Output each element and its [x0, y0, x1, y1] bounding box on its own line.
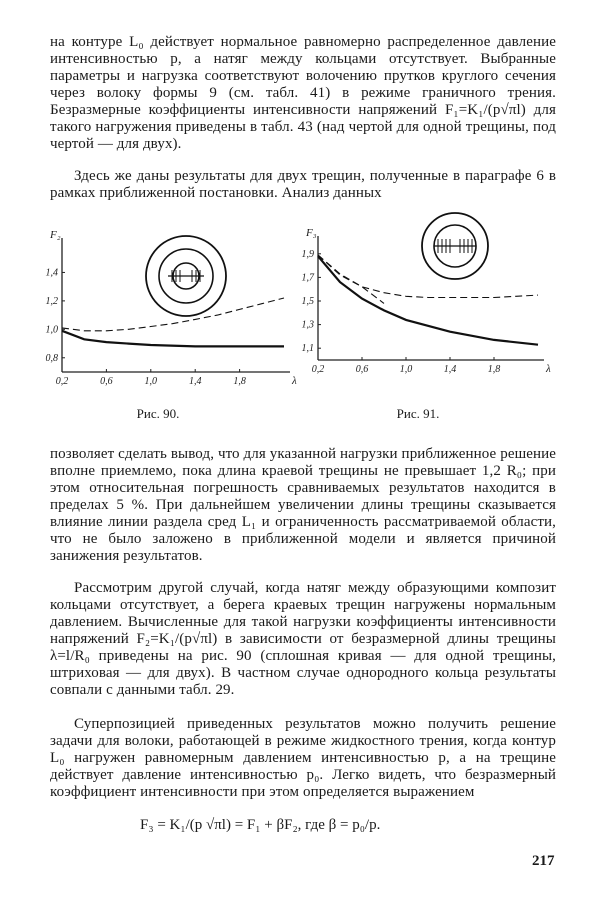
fig90-ytick-label: 0,8 [45, 352, 58, 364]
fig91-series-dashed-2 [318, 255, 384, 303]
fig91-ytick-label: 1,3 [301, 319, 314, 331]
paragraph-3-text: позволяет сделать вывод, что для указанной нагрузки приближенное решение вполне приемлемо, пока длина краевой трещины не превышает 1,2 R₀; при этом относительная погрешность сравниваемых результатов находится в пределах 5 %. При дальнейшем увеличении длины трещины сказывается влияние линии раздела сред L₁ и ограниченность рассматриваемой области, что не было заложено в приближенной модели и является причиной занижения результатов. [50, 446, 556, 564]
fig91-ytick-label: 1,1 [301, 343, 314, 355]
paragraph-5-text: Суперпозицией приведенных результатов можно получить решение задачи для волоки, работающей в режиме жидкостного трения, когда контур L₀ нагружен равномерным давлением интенсивностью p, а на трещине действует давление интенсивностью p₀. Легко видеть, что безразмерный коэффициент интенсивности при этом определяется выражением [50, 716, 556, 800]
fig90-ytick-label: 1,4 [45, 267, 58, 279]
paragraph-4 [50, 580, 556, 699]
fig91-xtick-label: 1,8 [487, 364, 501, 375]
fig90-xtick-label: 1,0 [144, 376, 158, 387]
fig90-ring-diagram [146, 236, 226, 316]
paragraph-4-text: Рассмотрим другой случай, когда натяг между образующими композит кольцами отсутствует, а берега краевых трещин нагружены нормальным давлением. Вычисленные для такой нагрузки коэффициенты интенсивности напряжений F₂=K₁/(p√πl) в зависимости от безразмерной длины трещины λ=l/R₀ приведены на рис. 90 (сплошная кривая — для одной трещины, штриховая — для двух). В частном случае однородного кольца результаты совпали с данными табл. 29. [50, 580, 556, 698]
fig90-xtick-label: 0,2 [55, 376, 69, 387]
page-number: 217 [532, 853, 555, 869]
fig91-xlabel: λ [546, 363, 551, 375]
paragraph-1 [50, 34, 556, 153]
figure-90-chart [45, 226, 300, 404]
fig91-ytick-label: 1,7 [301, 272, 314, 284]
fig90-xtick-label: 1,8 [233, 376, 246, 387]
fig90-xlabel: λ [292, 375, 297, 387]
fig91-xtick-label: 0,6 [355, 364, 369, 375]
fig90-xtick-label: 1,4 [188, 376, 202, 387]
fig91-ytick-label: 1,9 [301, 248, 314, 260]
figure-91-chart [300, 224, 552, 404]
paragraph-5 [50, 716, 556, 801]
paragraph-1-text: на контуре L₀ действует нормальное равномерно распределенное давление интенсивностью p, а натяг между кольцами отсутствует. Выбранные параметры и нагрузка соответствуют волочению прутков круглого сечения через волоку формы 9 (см. табл. 41) в режиме граничного трения. Безразмерные коэффициенты интенсивности напряжений F₁=K₁/(p√πl) для такого нагружения приведены в табл. 43 (над чертой для одной трещины, под чертой — для двух). [50, 34, 556, 152]
fig91-xtick-label: 1,0 [399, 364, 413, 375]
fig91-ytick-label: 1,5 [301, 296, 314, 307]
paragraph-3 [50, 446, 556, 565]
fig91-xtick-label: 0,2 [311, 364, 325, 375]
figure-91-caption: Рис. 91. [396, 406, 440, 421]
formula-f3: F₃ = K₁/(p √πl) = F₁ + βF₂, где β = p₀/p. [140, 817, 381, 833]
fig91-ylabel: F₃ [306, 227, 317, 239]
fig90-ytick-label: 1,0 [45, 324, 58, 336]
fig90-series-solid-0 [62, 331, 284, 347]
fig90-ytick-label: 1,2 [45, 295, 58, 307]
fig91-ring-diagram [422, 213, 488, 279]
paragraph-2-text: Здесь же даны результаты для двух трещин, полученные в параграфе 6 в рамках приближенной постановки. Анализ данных [50, 168, 556, 201]
fig91-xtick-label: 1,4 [443, 364, 457, 375]
figure-90-caption: Рис. 90. [136, 406, 180, 421]
fig90-ylabel: F₂ [50, 229, 61, 241]
paragraph-2 [50, 168, 556, 202]
fig91-series-solid-0 [318, 256, 538, 345]
fig90-xtick-label: 0,6 [100, 376, 113, 387]
